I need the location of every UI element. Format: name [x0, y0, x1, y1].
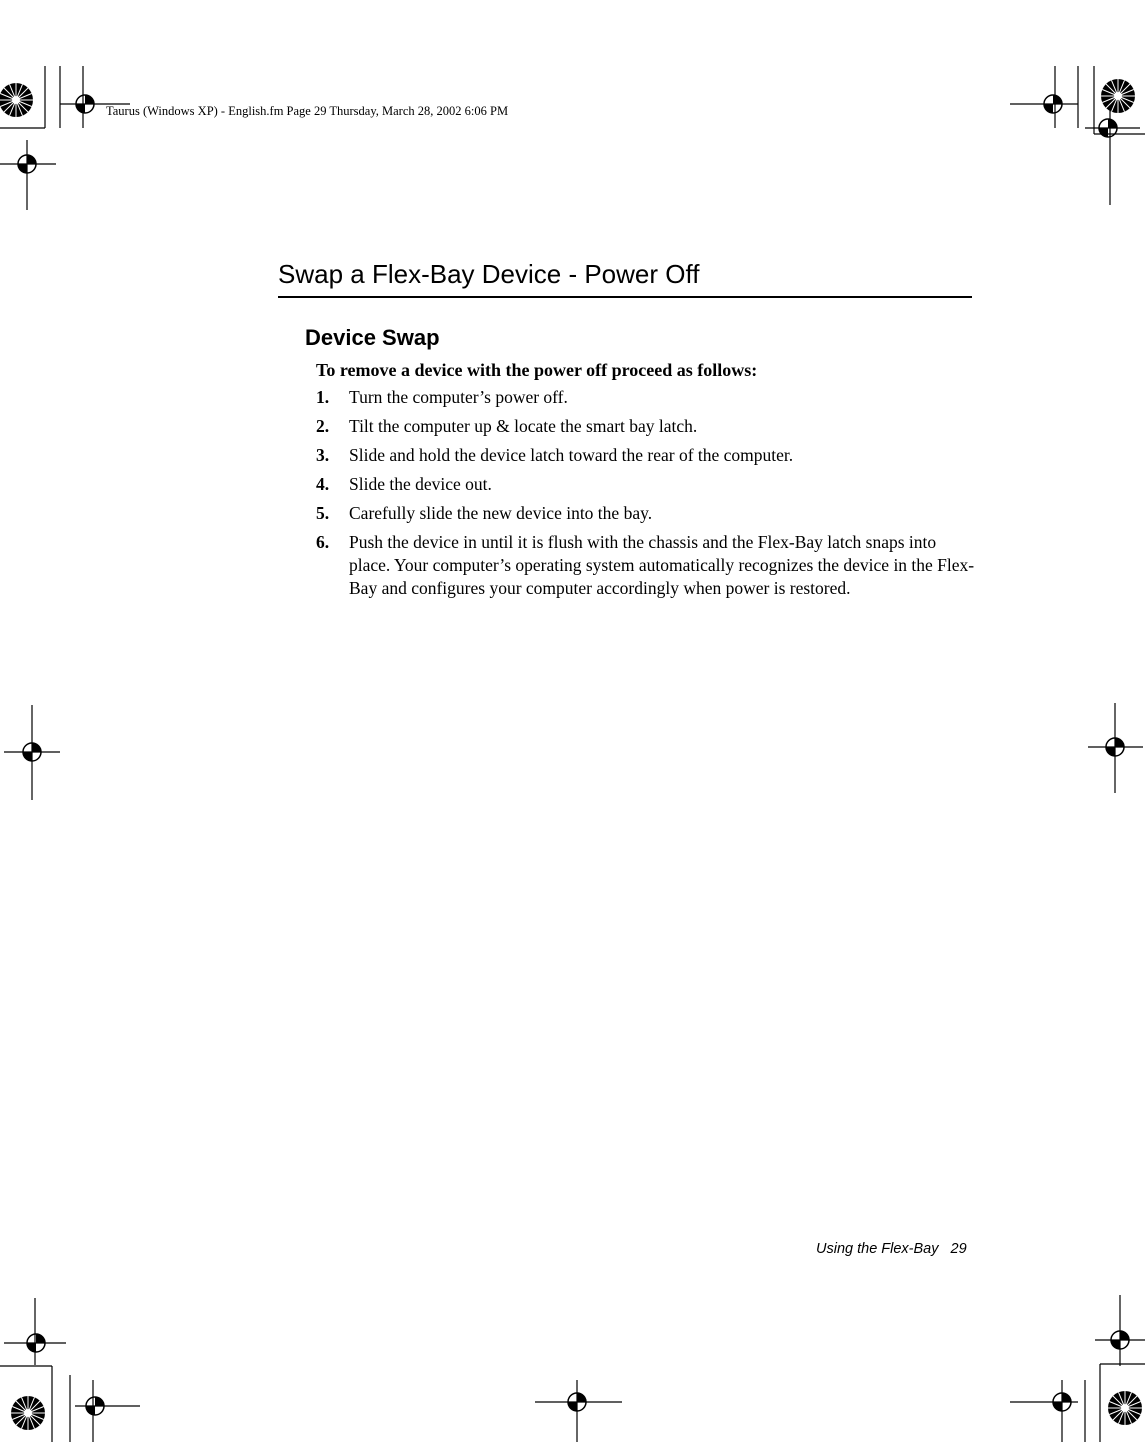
chapter-title: Swap a Flex-Bay Device - Power Off — [278, 259, 700, 289]
step-number: 3. — [316, 445, 330, 465]
step-number: 5. — [316, 503, 330, 523]
step-text: Carefully slide the new device into the bay. — [349, 503, 653, 523]
page-footer — [816, 1241, 967, 1257]
step-text: Slide the device out. — [349, 474, 492, 494]
list-item — [316, 444, 976, 467]
list-item — [316, 502, 976, 525]
step-text: Turn the computer’s power off. — [349, 387, 568, 407]
list-item — [316, 473, 976, 496]
list-item — [316, 386, 976, 409]
step-number: 2. — [316, 416, 330, 436]
footer-section-name: Using the Flex-Bay — [816, 1241, 939, 1257]
intro-text: To remove a device with the power off proceed as follows: — [316, 360, 758, 380]
step-number: 6. — [316, 532, 330, 552]
list-item — [316, 415, 976, 438]
step-text: Slide and hold the device latch toward the rear of the computer. — [349, 445, 794, 465]
section-title: Device Swap — [305, 325, 440, 350]
page-number: 29 — [950, 1241, 967, 1257]
step-number: 1. — [316, 387, 330, 407]
print-header: Taurus (Windows XP) - English.fm Page 29 Thursday, March 28, 2002 6:06 PM — [106, 104, 509, 118]
list-item — [316, 531, 976, 600]
title-rule — [278, 296, 972, 298]
step-text: Tilt the computer up & locate the smart bay latch. — [349, 416, 698, 436]
step-number: 4. — [316, 474, 330, 494]
steps-list — [316, 386, 976, 606]
step-text: Push the device in until it is flush with the chassis and the Flex-Bay latch snaps into place. Your computer’s operating system automatically recognizes the device in the Flex-Bay and configures your computer accordingly when power is restored. — [349, 532, 975, 598]
